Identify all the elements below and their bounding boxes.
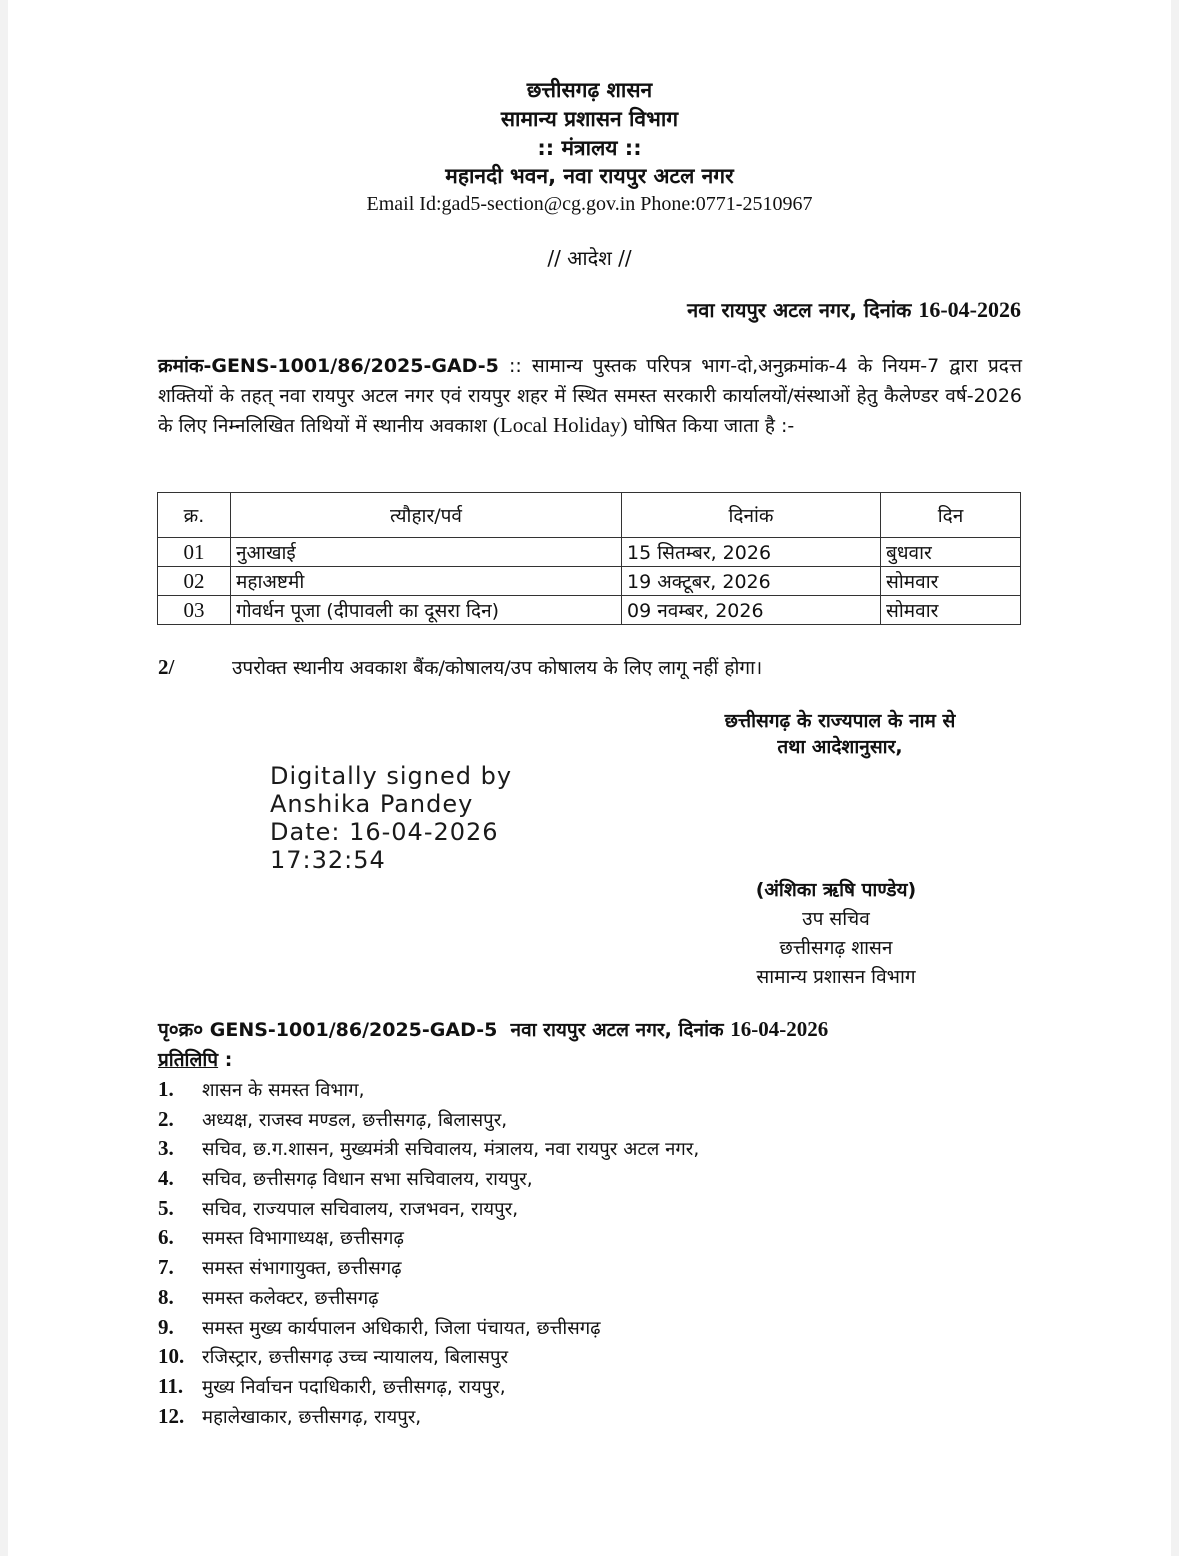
item-text: महालेखाकार, छत्तीसगढ़, रायपुर,: [202, 1406, 422, 1428]
item-number: 5.: [158, 1195, 174, 1220]
endorsement-place: नवा रायपुर अटल नगर, दिनांक: [497, 1019, 731, 1041]
cell-serial: 02: [158, 567, 231, 596]
contact-info: Email Id:gad5-section@cg.gov.in Phone:0771-2510967: [366, 193, 813, 215]
col-header-day: दिन: [881, 493, 1021, 538]
cell-date: 19 अक्टूबर, 2026: [622, 567, 881, 596]
item-number: 8.: [158, 1284, 174, 1309]
list-item: [158, 1283, 699, 1313]
item-text: सचिव, राज्यपाल सचिवालय, राजभवन, रायपुर,: [202, 1198, 519, 1220]
signature-date: Date: 16-04-2026: [270, 818, 499, 846]
list-item: [158, 1372, 699, 1402]
item-text: सचिव, छ.ग.शासन, मुख्यमंत्री सचिवालय, मंत्रालय, नवा रायपुर अटल नगर,: [202, 1139, 700, 1161]
order-text-part-1: :: सामान्य पुस्तक परिपत्र भाग-दो,अनुक्रमांक-4 के नियम-7 द्वारा प्रदत्त शक्तियों के तहत् नवा रायपुर अटल नगर एवं रायपुर शहर में स्थित समस्त सरकारी कार्यालयों/संस्थाओं हेतु कैलेण्डर वर्ष-2026 के लिए निम्नलिखित तिथियों में स्थानीय अवकाश: [158, 355, 1022, 437]
item-text: शासन के समस्त विभाग,: [202, 1080, 365, 1101]
table-header-row: [158, 493, 1021, 538]
list-item: [158, 1075, 699, 1105]
department-name: सामान्य प्रशासन विभाग: [500, 107, 679, 131]
signature-time: 17:32:54: [270, 846, 386, 874]
point-2-text: उपरोक्त स्थानीय अवकाश बैंक/कोषालय/उप कोषालय के लिए लागू नहीं होगा।: [232, 657, 763, 679]
order-dateline: [687, 296, 1021, 323]
cell-festival: नुआखाई: [231, 538, 622, 567]
officer-block: [640, 876, 1032, 992]
copy-to-heading: प्रतिलिपि: [158, 1049, 219, 1071]
endorsement-prefix: पृ०क्र०: [158, 1019, 210, 1041]
item-text: समस्त मुख्य कार्यपालन अधिकारी, जिला पंचायत, छत्तीसगढ़: [202, 1317, 601, 1339]
governor-order-line-2: तथा आदेशानुसार,: [777, 736, 903, 758]
endorsement-ref-no: GENS-1001/86/2025-GAD-5: [209, 1019, 498, 1041]
item-text: रजिस्ट्रार, छत्तीसगढ़ उच्च न्यायालय, बिलासपुर: [202, 1347, 509, 1369]
dateline-place: नवा रायपुर अटल नगर, दिनांक: [687, 298, 919, 322]
cell-day: बुधवार: [881, 538, 1021, 567]
officer-org-1: छत्तीसगढ़ शासन: [779, 937, 893, 959]
order-text-english: (Local Holiday): [492, 413, 628, 437]
holiday-table: [157, 492, 1021, 625]
governor-order-line-1: छत्तीसगढ़ के राज्यपाल के नाम से: [724, 710, 956, 732]
item-number: 4.: [158, 1166, 174, 1191]
item-number: 6.: [158, 1225, 174, 1250]
item-number: 1.: [158, 1077, 174, 1101]
item-number: 11.: [158, 1373, 184, 1398]
item-number: 10.: [158, 1344, 185, 1369]
cell-serial: 01: [158, 538, 231, 567]
col-header-date: दिनांक: [622, 493, 881, 538]
copy-to-label: [158, 1046, 232, 1072]
list-item: [158, 1134, 699, 1164]
list-item: [158, 1313, 699, 1343]
cell-day: सोमवार: [881, 596, 1021, 625]
list-item: [158, 1342, 699, 1372]
list-item: [158, 1223, 699, 1253]
item-number: 3.: [158, 1136, 174, 1161]
point-2-number: 2/: [158, 655, 175, 679]
copy-to-list: [158, 1075, 699, 1431]
item-text: अध्यक्ष, राजस्व मण्डल, छत्तीसगढ़, बिलासपुर,: [202, 1109, 508, 1131]
list-item: [158, 1253, 699, 1283]
cell-serial: 03: [158, 596, 231, 625]
item-number: 9.: [158, 1314, 174, 1339]
cell-festival: गोवर्धन पूजा (दीपावली का दूसरा दिन): [231, 596, 622, 625]
table-row: [158, 567, 1021, 596]
signature-signer: Anshika Pandey: [270, 790, 474, 818]
list-item: [158, 1194, 699, 1224]
item-number: 2.: [158, 1106, 174, 1131]
item-text: समस्त विभागाध्यक्ष, छत्तीसगढ़: [202, 1228, 404, 1250]
col-header-festival: त्यौहार/पर्व: [231, 493, 622, 538]
digital-signature-block: [270, 762, 512, 874]
list-item: [158, 1402, 699, 1432]
item-number: 12.: [158, 1403, 185, 1428]
cell-day: सोमवार: [881, 567, 1021, 596]
item-text: सचिव, छत्तीसगढ़ विधान सभा सचिवालय, रायपुर,: [202, 1169, 533, 1191]
officer-name: (अंशिका ऋषि पाण्डेय): [755, 879, 917, 901]
dateline-date: 16-04-2026: [918, 297, 1021, 322]
order-reference-number: क्रमांक-GENS-1001/86/2025-GAD-5: [158, 355, 499, 377]
item-text: समस्त संभागायुक्त, छत्तीसगढ़: [202, 1258, 402, 1280]
order-text-part-2: घोषित किया जाता है :-: [627, 415, 795, 437]
ministry-label: :: मंत्रालय ::: [537, 136, 642, 160]
order-paragraph: [158, 352, 1022, 442]
item-text: समस्त कलेक्टर, छत्तीसगढ़: [202, 1287, 379, 1309]
officer-org-2: सामान्य प्रशासन विभाग: [756, 966, 916, 988]
office-address: महानदी भवन, नवा रायपुर अटल नगर: [445, 164, 734, 188]
govt-name: छत्तीसगढ़ शासन: [526, 78, 653, 102]
list-item: [158, 1164, 699, 1194]
point-2: [158, 654, 762, 680]
copy-to-colon: :: [218, 1049, 233, 1071]
table-row: [158, 596, 1021, 625]
col-header-serial: क्र.: [158, 493, 231, 538]
officer-designation: उप सचिव: [802, 908, 870, 930]
order-title: // आदेश //: [547, 246, 632, 270]
item-text: मुख्य निर्वाचन पदाधिकारी, छत्तीसगढ़, रायपुर,: [202, 1376, 506, 1398]
endorsement-line: [158, 1016, 828, 1042]
signature-line-1: Digitally signed by: [270, 762, 513, 790]
cell-festival: महाअष्टमी: [231, 567, 622, 596]
cell-date: 09 नवम्बर, 2026: [622, 596, 881, 625]
table-row: [158, 538, 1021, 567]
cell-date: 15 सितम्बर, 2026: [622, 538, 881, 567]
list-item: [158, 1105, 699, 1135]
endorsement-date: 16-04-2026: [730, 1017, 829, 1041]
item-number: 7.: [158, 1255, 174, 1280]
